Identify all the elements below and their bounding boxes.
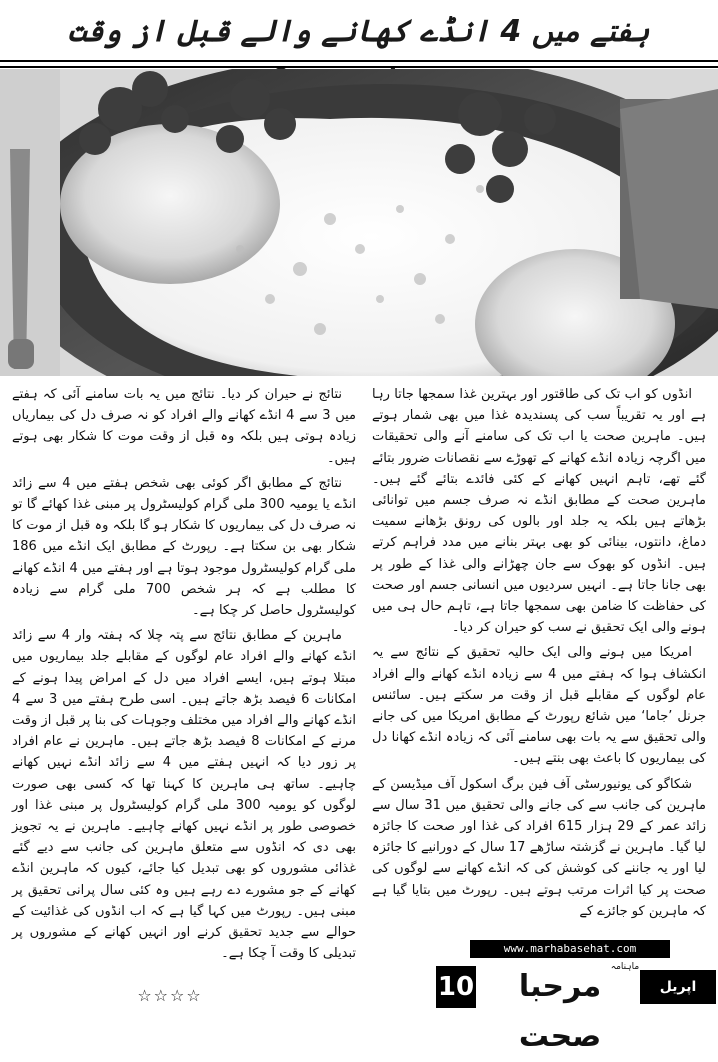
paragraph: نتائج کے مطابق اگر کوئی بھی شخص ہفتے میں 4 سے زائد انڈے یا یومیہ 300 ملی گرام کولیسٹرول پر مبنی غذا کھائے گا تو نہ صرف دل کی بیماریوں کا شکار ہو گا بلکہ وہ قبل از موت کا شکار بھی بن سکتا ہے۔ رپورٹ کے مطابق ایک انڈے میں 186 ملی گرام کولیسٹرول موجود ہوتا ہے اور ہفتے میں 4 انڈے کھانے کا مطلب ہے کہ ہر شخص 700 ملی گرام سے زیادہ کولیسٹرول حاصل کر چکا ہے۔	[12, 475, 356, 619]
website-url[interactable]: www.marhabasehat.com	[470, 940, 670, 958]
magazine-label: ماہنامہ	[610, 962, 640, 972]
article-title: ہفتے میں 4 انڈے کھانے والے قبل از وقت	[68, 14, 650, 49]
fried-eggs-photo	[0, 69, 718, 376]
issue-date: اپریل 2019ء	[640, 970, 716, 1004]
magazine-name: مرحبا صحت	[518, 969, 602, 1054]
paragraph: انڈوں کو اب تک کی طاقتور اور بہترین غذا سمجھا جاتا رہا ہے اور یہ تقریباً سب کی پسندیدہ غذا میں بھی شمار ہوتے ہیں۔ ماہرین صحت یا اب تک کی سامنے آنے والی تحقیقات میں اگرچہ زیادہ انڈے کھانے کے تھوڑے سے نقصانات ضرور بتائے گئے تھے، تاہم انہیں کھانے کے کئی فائدے بتائے گئے ہیں۔ ماہرین صحت کے مطابق انڈے نہ صرف جسم میں توانائی بڑھاتے ہیں بلکہ یہ جلد اور بالوں کی رونق بڑھانے سمیت دماغ، دانتوں، بینائی کو بھی بہتر بنانے میں مدد فراہم کرتے ہیں۔ انڈوں کو بھوک سے جان چھڑانے والی غذا کے طور پر بھی جانا جاتا ہے۔ انہیں سردیوں میں انسانی جسم اور صحت کی حفاظت کا ضامن بھی سمجھا جاتا ہے، تاہم حال ہی میں ہونے والی ایک تحقیق نے سب کو حیران کر دیا۔	[372, 387, 706, 636]
page-footer	[370, 962, 718, 1054]
paragraph: نتائج نے حیران کر دیا۔ نتائج میں یہ بات سامنے آئی کہ ہفتے میں 3 سے 4 انڈے کھانے والے افراد کو نہ صرف دل کی بیماریاں زیادہ ہوتی ہیں بلکہ وہ قبل از وقت موت کا شکار بھی ہوتے ہیں۔	[12, 387, 356, 466]
paragraph: ماہرین کے مطابق نتائج سے پتہ چلا کہ ہفتہ وار 4 سے زائد انڈے کھانے والے افراد عام لوگوں کے مقابلے جلد بیماریوں میں مبتلا ہوتے ہیں، ایسے افراد میں دل کے امراض پیدا ہونے کے امکانات 6 فیصد بڑھ جاتے ہیں۔ اسی طرح ہفتے میں 3 سے 4 انڈے کھانے والے افراد میں مختلف وجوہات کی بنا پر قبل از وقت مرنے کے امکانات 8 فیصد بڑھ جاتے ہیں۔ ماہرین نے عام افراد پر زور دیا کہ انہیں ہفتے میں 4 سے زائد انڈے نہیں کھانے چاہیے۔ ساتھ ہی ماہرین کا کہنا تھا کہ کسی بھی صورت لوگوں کو یومیہ 300 ملی گرام کولیسٹرول پر مبنی غذا اور خصوصی طور پر انڈے نہیں کھانے چاہیے۔ ماہرین نے یہ تجویز بھی دی کہ انڈوں سے متعلق ماہرین کی جانب سے دیے گئے غذائی مشوروں کو بھی تبدیل کیا جائے، کیوں کہ ماہرین انڈے کھانے کے جو مشورے دے رہے ہیں وہ کئی سال پرانی تحقیق پر مبنی ہیں۔ رپورٹ میں کہا گیا ہے کہ اب انڈوں کی غذائیت کے حوالے سے جدید تحقیق کرنے اور انہیں کھانے کے مشوروں پر تبدیلی کا وقت آ چکا ہے۔	[12, 628, 357, 962]
article-column-right	[372, 384, 706, 926]
end-stars: ☆☆☆☆	[137, 986, 203, 1005]
article-column-left	[12, 384, 356, 968]
page-number: 10	[436, 966, 476, 1008]
paragraph: شکاگو کی یونیورسٹی آف فین برگ اسکول آف میڈیسن کے ماہرین کی جانب سے کی جانے والی تحقیق میں 31 سال سے زائد عمر کے 29 ہزار 615 افراد کی غذا اور صحت کا جائزہ لیا گیا۔ ماہرین نے گزشتہ ساڑھے 17 سال کے دورانیے کا جائزہ لیا اور یہ جاننے کی کوشش کی کہ انڈے کھانے سے لوگوں کی صحت پر کیا اثرات مرتب ہوتے ہیں۔ رپورٹ میں بتایا گیا ہے کہ ماہرین کو جائزے کے	[372, 776, 706, 919]
paragraph: امریکا میں ہونے والی ایک حالیہ تحقیق کے نتائج سے یہ انکشاف ہوا کہ ہفتے میں 4 سے زیادہ انڈے کھانے والے افراد عام لوگوں کے مقابلے قبل از وقت مر سکتے ہیں۔ سائنس جرنل ’جاما‘ میں شائع رپورٹ کے مطابق امریکا میں کی جانے والی تحقیق سے یہ بات بھی سامنے آئی کہ زیادہ انڈے کھانا دل کی بیماریوں کا باعث بھی بنتے ہیں۔	[372, 645, 707, 767]
title-divider	[0, 60, 718, 68]
